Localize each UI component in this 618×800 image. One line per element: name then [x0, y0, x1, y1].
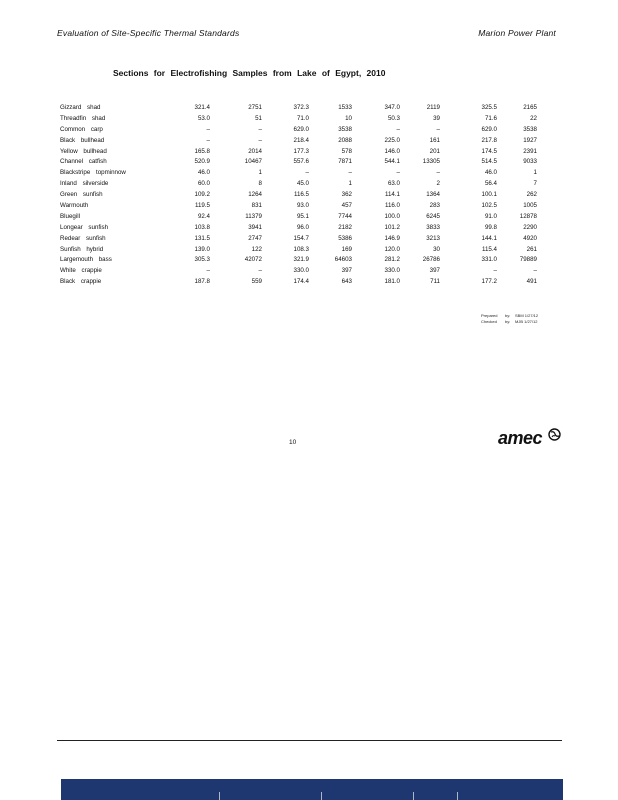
table-cell: 2165	[523, 103, 537, 111]
table-cell: 146.9	[384, 234, 400, 242]
table-cell: 174.4	[293, 278, 309, 286]
table-cell: 177.3	[293, 147, 309, 155]
table-cell: 108.3	[293, 245, 309, 253]
table-cell: 122	[251, 245, 262, 253]
table-row	[60, 178, 537, 189]
table-cell: 347.0	[384, 103, 400, 111]
table-cell: 2391	[523, 147, 537, 155]
table-cell: –	[206, 125, 210, 133]
footer-bar-divider	[457, 792, 458, 800]
table-cell: 30	[433, 245, 440, 253]
table-cell: 544.1	[384, 158, 400, 166]
table-title: Sections for Electrofishing Samples from Lake of Egypt, 2010	[113, 68, 386, 78]
table-cell: 3833	[426, 223, 440, 231]
species-name: Bluegill	[60, 212, 80, 220]
table-cell: 397	[429, 267, 440, 275]
table-cell: 321.4	[194, 103, 210, 111]
table-row	[60, 156, 537, 167]
table-cell: 103.8	[194, 223, 210, 231]
table-cell: 3941	[248, 223, 262, 231]
table-cell: 177.2	[481, 278, 497, 286]
table-cell: 46.0	[197, 169, 210, 177]
table-cell: 51	[255, 114, 262, 122]
table-cell: 26786	[422, 256, 440, 264]
table-row	[60, 146, 537, 157]
table-row	[60, 265, 537, 276]
prepared-checked-block	[481, 313, 538, 325]
table-cell: 92.4	[197, 212, 210, 220]
species-name: Threadfin shad	[60, 114, 106, 122]
page-number: 10	[289, 439, 297, 446]
table-cell: 281.2	[384, 256, 400, 264]
table-cell: –	[206, 136, 210, 144]
table-cell: 1005	[523, 201, 537, 209]
checked-label: Checked	[481, 319, 497, 324]
table-cell: 578	[341, 147, 352, 155]
table-cell: 2014	[248, 147, 262, 155]
table-cell: 10467	[244, 158, 262, 166]
species-name: Gizzard shad	[60, 103, 101, 111]
prepared-by-label: by:	[505, 313, 511, 318]
table-cell: 5386	[338, 234, 352, 242]
table-cell: –	[206, 267, 210, 275]
species-name: Redear sunfish	[60, 234, 106, 242]
table-cell: 831	[251, 201, 262, 209]
table-cell: 56.4	[484, 180, 497, 188]
species-name: Black bullhead	[60, 136, 105, 144]
table-cell: 330.0	[384, 267, 400, 275]
table-cell: 10	[345, 114, 352, 122]
table-cell: 181.0	[384, 278, 400, 286]
table-cell: 3213	[426, 234, 440, 242]
table-cell: 397	[341, 267, 352, 275]
table-cell: 457	[341, 201, 352, 209]
table-cell: 116.0	[384, 201, 400, 209]
table-cell: 643	[341, 278, 352, 286]
species-name: Blackstripe topminnow	[60, 169, 126, 177]
table-cell: –	[533, 267, 537, 275]
species-name: Inland silverside	[60, 180, 109, 188]
table-cell: 514.5	[481, 158, 497, 166]
table-cell: 13305	[422, 158, 440, 166]
table-cell: 2290	[523, 223, 537, 231]
table-cell: 3538	[523, 125, 537, 133]
table-cell: 629.0	[481, 125, 497, 133]
table-cell: 39	[433, 114, 440, 122]
table-cell: 100.0	[384, 212, 400, 220]
table-cell: 7744	[338, 212, 352, 220]
table-cell: 283	[429, 201, 440, 209]
table-cell: 557.6	[293, 158, 309, 166]
checked-by-label: by:	[505, 319, 511, 324]
table-cell: 91.0	[484, 212, 497, 220]
table-cell: 116.5	[293, 191, 309, 199]
table-cell: 2747	[248, 234, 262, 242]
table-cell: 99.8	[484, 223, 497, 231]
table-cell: –	[305, 169, 309, 177]
table-cell: 11379	[245, 212, 262, 220]
table-cell: 225.0	[384, 136, 400, 144]
species-name: Channel catfish	[60, 158, 107, 166]
species-name: Common carp	[60, 125, 103, 133]
table-cell: 331.0	[481, 256, 497, 264]
table-cell: 559	[251, 278, 262, 286]
table-row	[60, 254, 537, 265]
table-cell: –	[396, 169, 400, 177]
table-cell: 1927	[523, 136, 537, 144]
table-cell: 63.0	[387, 180, 400, 188]
table-cell: 2751	[248, 103, 262, 111]
table-cell: 79889	[519, 256, 537, 264]
table-cell: 22	[530, 114, 537, 122]
table-cell: 154.7	[293, 234, 309, 242]
table-cell: 120.0	[384, 245, 400, 253]
table-cell: 60.0	[197, 180, 210, 188]
species-name: Black crappie	[60, 278, 102, 286]
species-name: Warmouth	[60, 201, 89, 209]
table-row	[60, 276, 537, 287]
table-row	[60, 167, 537, 178]
table-cell: 6245	[426, 212, 440, 220]
table-cell: 96.0	[296, 223, 309, 231]
table-cell: 1264	[248, 191, 262, 199]
table-cell: 146.0	[384, 147, 400, 155]
footer-rule	[57, 740, 562, 741]
table-cell: 102.5	[481, 201, 497, 209]
table-row	[60, 113, 537, 124]
table-cell: 8	[258, 180, 262, 188]
table-cell: 42072	[244, 256, 262, 264]
table-cell: 4920	[523, 234, 537, 242]
table-cell: –	[258, 125, 262, 133]
table-cell: 46.0	[484, 169, 497, 177]
table-cell: 217.8	[481, 136, 497, 144]
table-cell: 114.1	[384, 191, 400, 199]
header-left-title: Evaluation of Site-Specific Thermal Standards	[57, 28, 240, 38]
table-cell: 7871	[338, 158, 352, 166]
table-cell: 165.8	[194, 147, 210, 155]
checked-value: MJB 1/27/12	[515, 319, 538, 324]
table-row	[60, 102, 537, 113]
table-cell: 7	[533, 180, 537, 188]
table-cell: 2	[436, 180, 440, 188]
table-cell: 187.8	[194, 278, 210, 286]
table-cell: 1364	[426, 191, 440, 199]
table-cell: 139.0	[194, 245, 210, 253]
species-name: White crappie	[60, 267, 102, 275]
prepared-label: Prepared	[481, 313, 498, 318]
table-row	[60, 135, 537, 146]
table-cell: –	[348, 169, 352, 177]
table-cell: 1533	[338, 103, 352, 111]
table-row	[60, 200, 537, 211]
footer-bar-divider	[321, 792, 322, 800]
table-cell: 262	[526, 191, 537, 199]
table-cell: 491	[526, 278, 537, 286]
table-cell: 144.1	[481, 234, 497, 242]
species-name: Yellow bullhead	[60, 147, 107, 155]
species-name: Green sunfish	[60, 191, 103, 199]
table-cell: 12878	[519, 212, 537, 220]
table-cell: 2088	[338, 136, 352, 144]
table-row	[60, 244, 537, 255]
table-cell: 261	[526, 245, 537, 253]
table-cell: 93.0	[296, 201, 309, 209]
table-cell: 174.5	[481, 147, 497, 155]
table-row	[60, 124, 537, 135]
table-cell: 9033	[523, 158, 537, 166]
table-cell: –	[258, 136, 262, 144]
table-cell: 1	[258, 169, 262, 177]
table-cell: 169	[341, 245, 352, 253]
table-cell: 305.3	[194, 256, 210, 264]
table-cell: 218.4	[293, 136, 309, 144]
species-name: Largemouth bass	[60, 256, 112, 264]
table-row	[60, 222, 537, 233]
table-cell: 161	[429, 136, 440, 144]
table-cell: –	[258, 267, 262, 275]
footer-bar	[61, 779, 563, 800]
table-cell: 711	[430, 278, 440, 286]
table-cell: 629.0	[293, 125, 309, 133]
table-cell: 100.1	[481, 191, 497, 199]
table-cell: –	[493, 267, 497, 275]
table-cell: 64603	[334, 256, 352, 264]
amec-logo-text: amec	[498, 428, 543, 448]
table-cell: 325.5	[481, 103, 497, 111]
table-cell: 50.3	[387, 114, 400, 122]
table-cell: 71.0	[296, 114, 309, 122]
table-cell: –	[396, 125, 400, 133]
table-cell: 53.0	[197, 114, 210, 122]
header-right-title: Marion Power Plant	[478, 28, 556, 38]
table-cell: 131.5	[194, 234, 210, 242]
footer-bar-divider	[413, 792, 414, 800]
species-name: Longear sunfish	[60, 223, 109, 231]
table-cell: 109.2	[194, 191, 210, 199]
amec-logo	[498, 428, 564, 448]
table-cell: 101.2	[384, 223, 400, 231]
table-cell: –	[436, 125, 440, 133]
table-cell: 1	[533, 169, 537, 177]
table-cell: –	[436, 169, 440, 177]
table-row	[60, 189, 537, 200]
table-cell: 362	[341, 191, 352, 199]
table-cell: 201	[429, 147, 440, 155]
table-cell: 520.9	[194, 158, 210, 166]
table-cell: 2119	[426, 103, 440, 111]
species-name: Sunfish hybrid	[60, 245, 104, 253]
table-row	[60, 211, 537, 222]
table-cell: 2182	[338, 223, 352, 231]
footer-bar-divider	[219, 792, 220, 800]
table-cell: 115.4	[481, 245, 497, 253]
table-cell: 321.9	[293, 256, 309, 264]
fish-table	[60, 102, 537, 287]
table-cell: 119.5	[194, 201, 210, 209]
prepared-value: SBM 1/27/12	[515, 313, 539, 318]
globe-icon	[548, 428, 561, 441]
table-cell: 1	[348, 180, 352, 188]
table-cell: 71.6	[484, 114, 497, 122]
table-cell: 372.3	[293, 103, 309, 111]
table-cell: 3538	[338, 125, 352, 133]
table-cell: 95.1	[296, 212, 309, 220]
table-cell: 45.0	[296, 180, 309, 188]
table-cell: 330.0	[293, 267, 309, 275]
table-row	[60, 233, 537, 244]
